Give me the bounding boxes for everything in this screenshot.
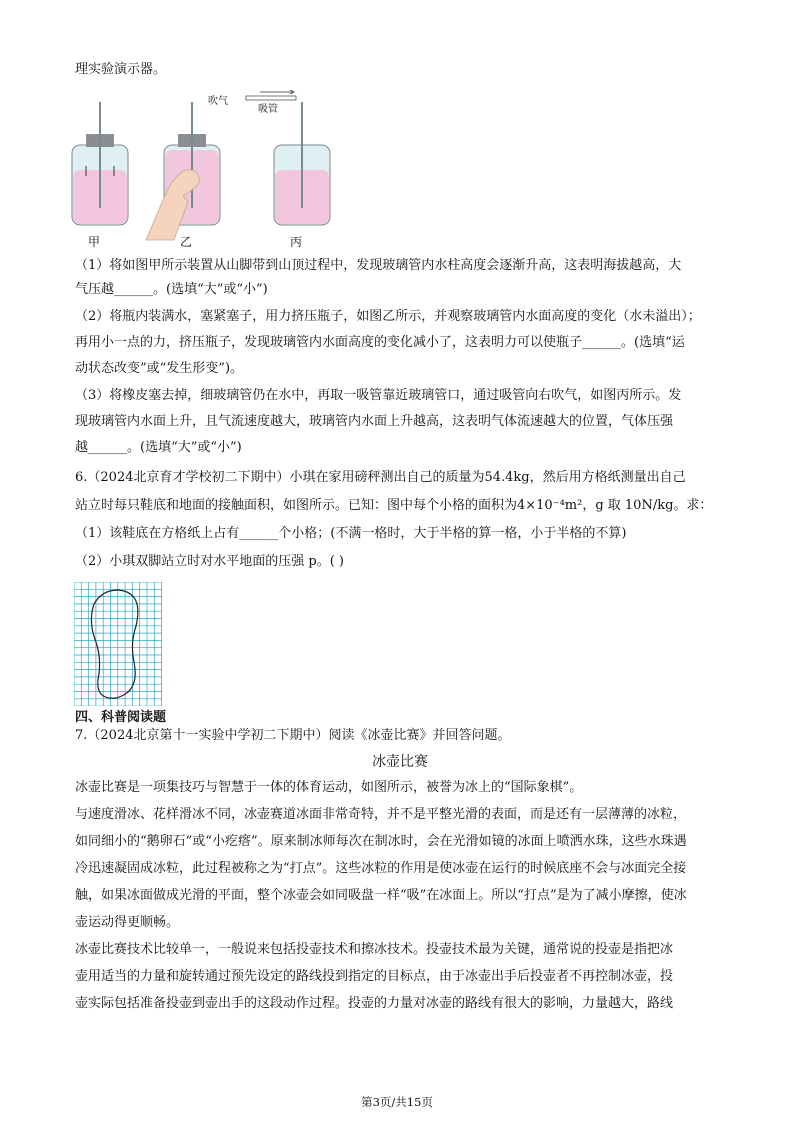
shoe-sole-outline [91, 590, 137, 698]
page-footer: 第3页/共15页 [361, 1095, 433, 1109]
grid-lines [74, 582, 162, 706]
q5-part2-line1: （2）将瓶内装满水，塞紧塞子，用力挤压瓶子，如图乙所示，并观察玻璃管内水面高度的变化（水未溢出）； [75, 309, 701, 324]
bottle-jia [72, 102, 128, 225]
q5-part3-line2: 现玻璃管内水面上升，且气流速度越大，玻璃管内水面上升越高，这表明气体流速越大的位置，气体压强 [75, 414, 674, 429]
q5-part2-line3: 动状态改变”或“发生形变”)。 [75, 361, 244, 376]
q5-part3-line3: 越______。(选填“大”或“小”) [75, 440, 242, 455]
q5-part2-line2: 再用小一点的力，挤压瓶子，发现玻璃管内水面高度的变化减小了，这表明力可以使瓶子______。(选填“运 [75, 335, 685, 350]
article-para3-line2: 壶用适当的力量和旋转通过预先设定的路线投到指定的目标点，由于冰壶出手后投壶者不再控制冰壶，投 [75, 969, 674, 984]
q6-part2: （2）小琪双脚站立时对水平地面的压强 p。( ) [75, 554, 345, 569]
article-para3-line1: 冰壶比赛技术比较单一，一般说来包括投壶技术和擦冰技术。投壶技术最为关键，通常说的投壶是指把冰 [75, 942, 674, 957]
article-title: 冰壶比赛 [372, 754, 428, 770]
straw [246, 96, 296, 100]
article-para2-line3: 冷迅速凝固成冰粒，此过程被称之为“打点”。这些冰粒的作用是使冰壶在运行的时候底座不会与冰面完全接 [75, 861, 687, 876]
bottle-figure [68, 90, 338, 250]
bottle-yi [146, 102, 220, 240]
q7-line: 7.（2024北京第十一实验中学初二下期中）阅读《冰壶比赛》并回答问题。 [75, 728, 511, 743]
q5-part1-line1: （1）将如图甲所示装置从山脚带到山顶过程中，发现玻璃管内水柱高度会逐渐升高，这表明海拔越高，大 [75, 258, 682, 273]
label-jia: 甲 [88, 235, 101, 249]
label-bing: 丙 [290, 235, 303, 249]
intro-line: 理实验演示器。 [75, 62, 167, 77]
article-para2-line1: 与速度滑冰、花样滑冰不同，冰壶赛道冰面非常奇特，并不是平整光滑的表面，而是还有一层薄薄的冰粒， [75, 807, 687, 822]
q5-part1-line2: 气压越______。(选填“大”或“小”) [75, 282, 268, 297]
article-para3-line3: 壶实际包括准备投壶到壶出手的这段动作过程。投壶的力量对冰壶的路线有很大的影响，力量越大，路线 [75, 996, 674, 1011]
q6-line2: 站立时每只鞋底和地面的接触面积，如图所示。已知：图中每个小格的面积为4×10⁻⁴m²，g 取 10N/kg。求： [75, 498, 713, 513]
label-blow: 吹气 [208, 96, 228, 107]
article-para1: 冰壶比赛是一项集技巧与智慧于一体的体育运动，如图所示，被誉为冰上的“国际象棋”。 [75, 780, 583, 795]
shoe-grid-figure [74, 582, 162, 706]
article-para2-line4: 触，如果冰面做成光滑的平面，整个冰壶会如同吸盘一样“吸”在冰面上。所以“打点”是为了减小摩擦，使冰 [75, 888, 687, 903]
q6-line1: 6.（2024北京育才学校初二下期中）小琪在家用磅秤测出自己的质量为54.4kg，然后用方格纸测量出自己 [75, 470, 686, 485]
q5-part3-line1: （3）将橡皮塞去掉，细玻璃管仍在水中，再取一吸管靠近玻璃管口，通过吸管向右吹气，如图丙所示。发 [75, 388, 682, 403]
label-yi: 乙 [180, 235, 193, 249]
q6-part1: （1）该鞋底在方格纸上占有______个小格；(不满一格时，大于半格的算一格，小于半格的不算) [75, 526, 627, 541]
article-para2-line5: 壶运动得更顺畅。 [75, 915, 180, 930]
label-straw: 吸管 [258, 104, 278, 115]
article-para2-line2: 如同细小的“鹅卵石”或“小疙瘩”。原来制冰师每次在制冰时，会在光滑如镜的冰面上喷洒水珠，这些水珠遇 [75, 834, 687, 849]
section-title-reading: 四、科普阅读题 [75, 710, 167, 725]
